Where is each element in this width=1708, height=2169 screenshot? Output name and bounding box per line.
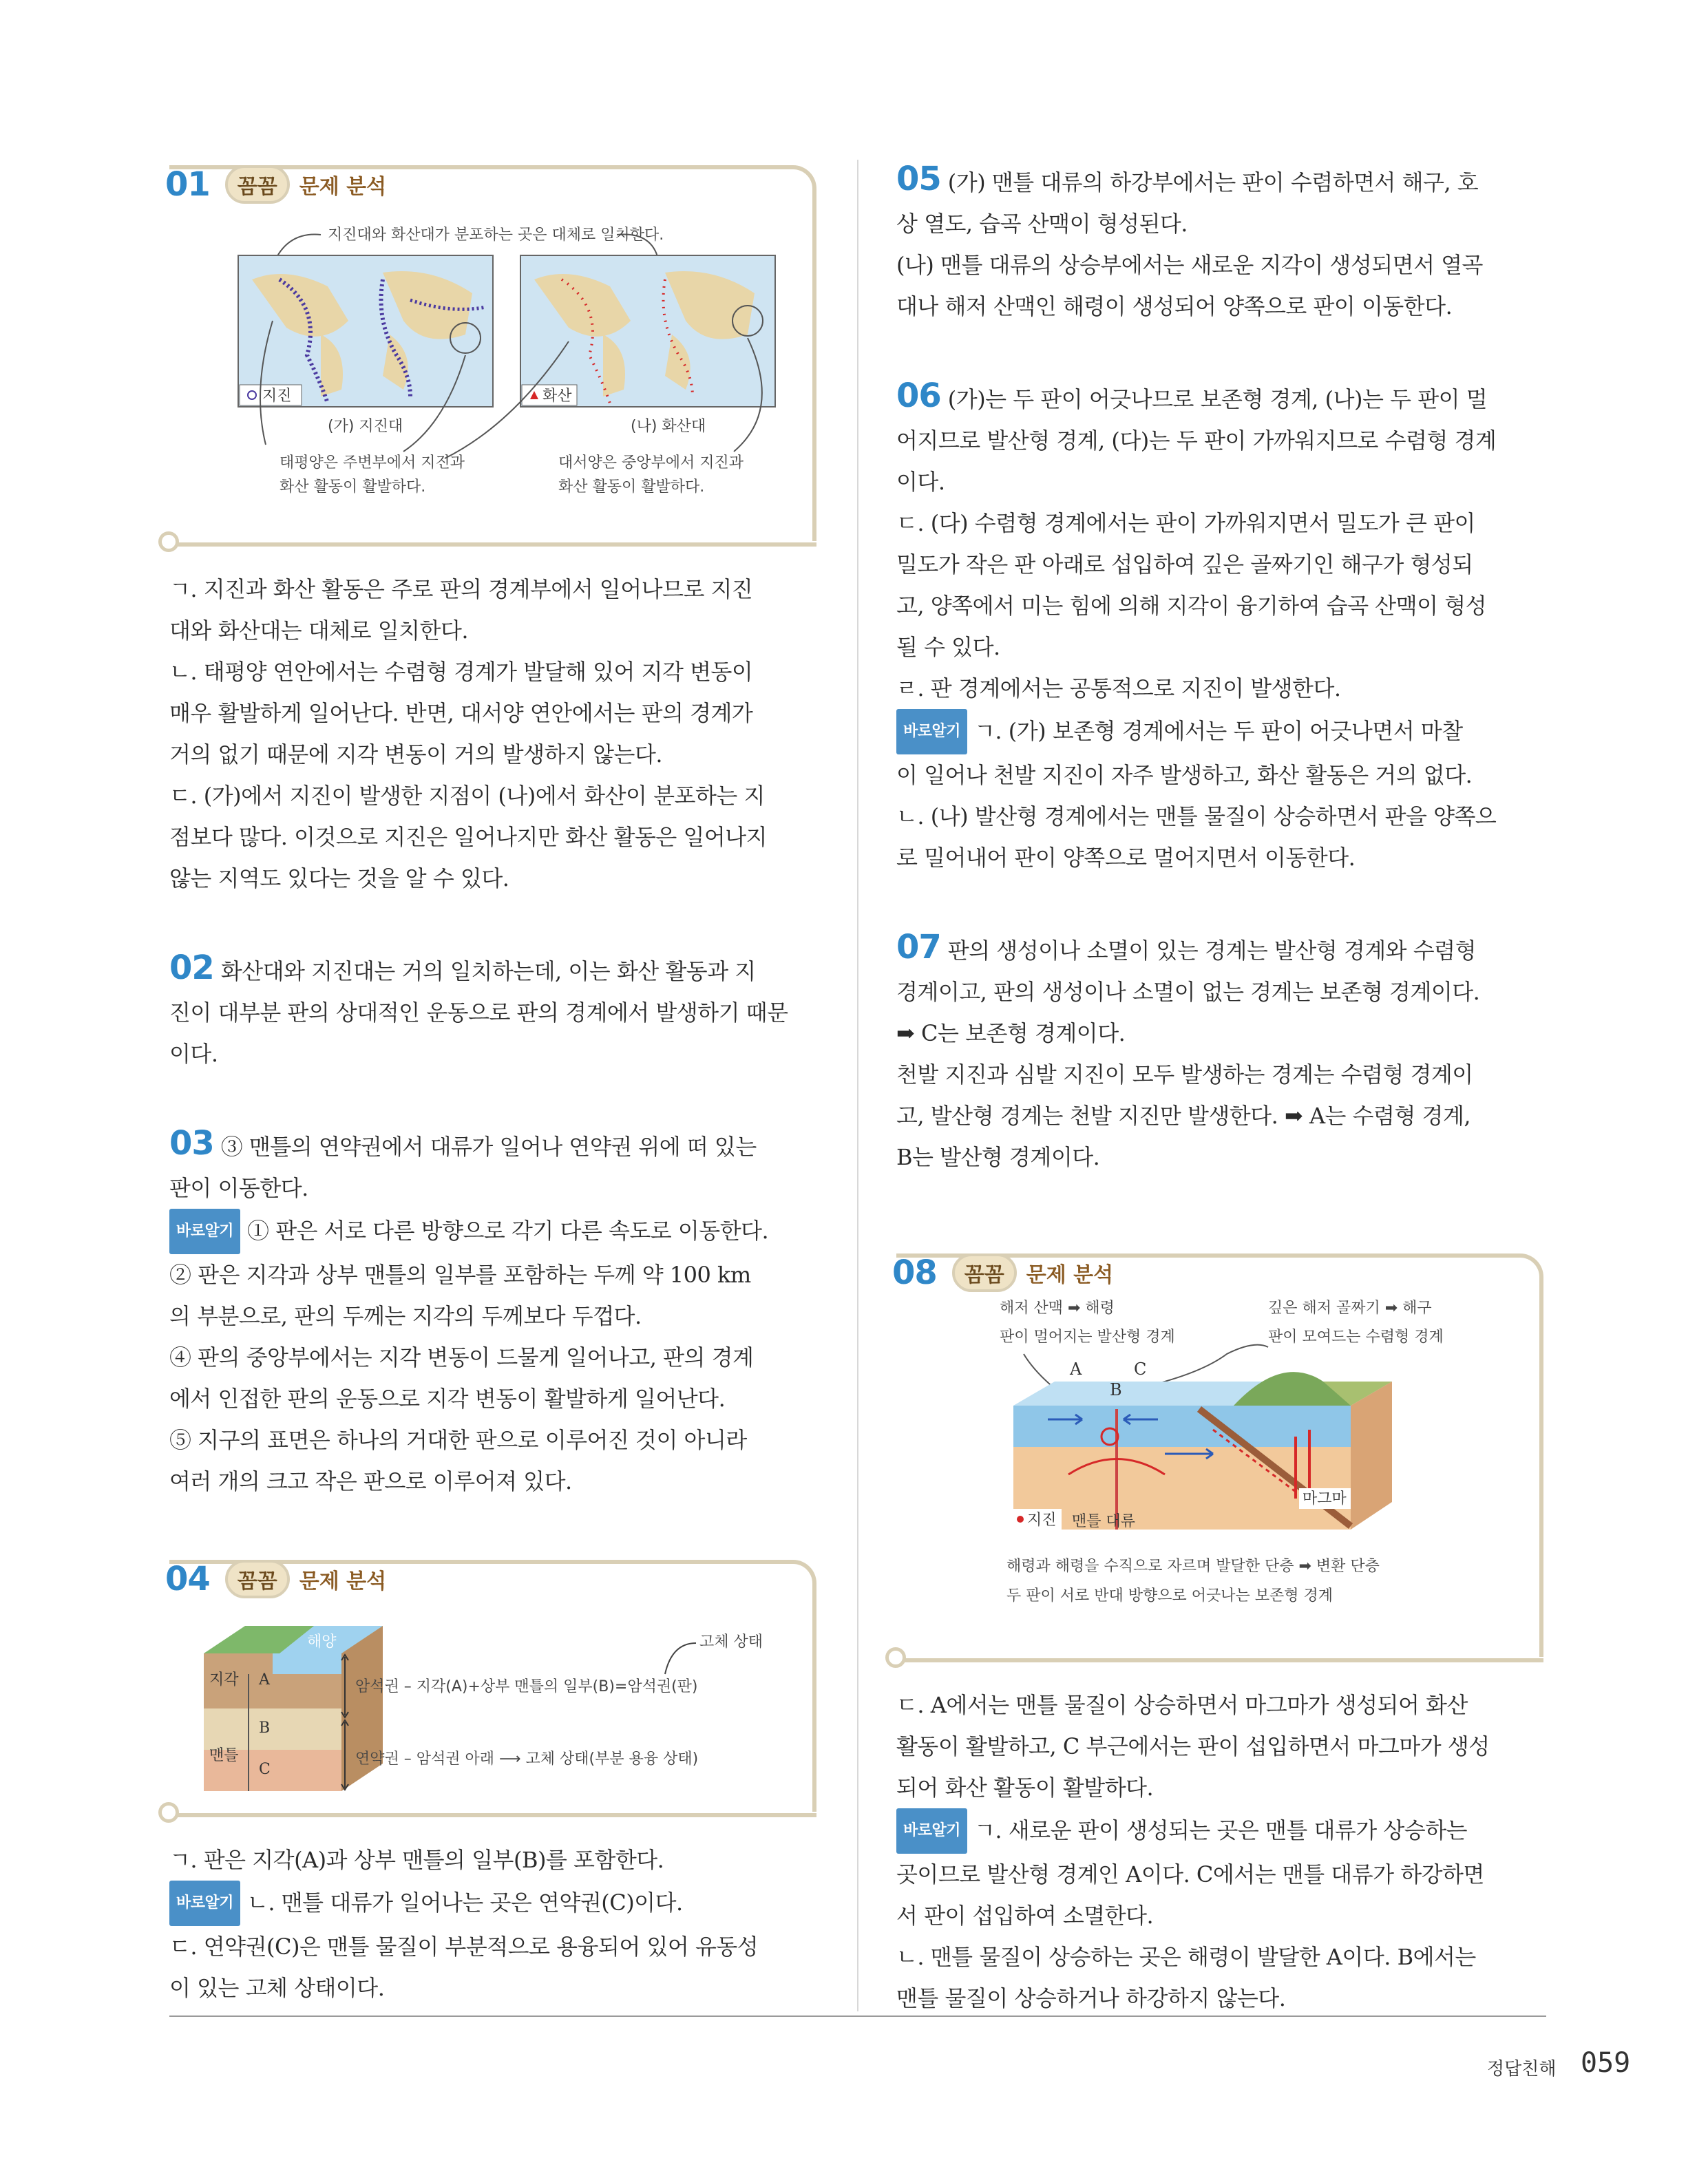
q01-line: ㄱ. 지진과 화산 활동은 주로 판의 경계부에서 일어나므로 지진 <box>169 576 753 602</box>
q08-label-a: A <box>1070 1359 1082 1379</box>
q01-maps-figure <box>183 218 803 541</box>
q08-line: ㄷ. A에서는 맨틀 물질이 상승하면서 마그마가 생성되어 화산 <box>896 1692 1468 1718</box>
q04-answer <box>169 1839 816 2009</box>
q07-line: B는 발산형 경계이다. <box>896 1144 1100 1170</box>
q01-analysis-label: 문제 분석 <box>299 175 387 199</box>
q01-note-left-2: 화산 활동이 활발하다. <box>280 478 426 496</box>
q03-number: 03 <box>169 1124 214 1163</box>
q07-line: 판의 생성이나 소멸이 있는 경계는 발산형 경계와 수렴형 <box>947 938 1476 964</box>
q04-line: 이 있는 고체 상태이다. <box>169 1975 385 2001</box>
q03-line: 에서 인접한 판의 운동으로 지각 변동이 활발하게 일어난다. <box>169 1386 726 1412</box>
q04-header <box>165 1560 387 1598</box>
q04-badge: 꼼꼼 <box>225 1560 290 1598</box>
q06-line: 로 밀어내어 판이 양쪽으로 멀어지면서 이동한다. <box>896 845 1356 871</box>
q04-solid-state: 고체 상태 <box>699 1633 763 1651</box>
q03-answer <box>169 1123 816 1502</box>
q04-label-a: A <box>259 1671 270 1689</box>
q05-number: 05 <box>896 160 941 198</box>
q08-line: ㄴ. 맨틀 물질이 상승하는 곳은 해령이 발달한 A이다. B에서는 <box>896 1944 1476 1970</box>
q08-number: 08 <box>892 1253 937 1292</box>
q08-note-c2: 판이 모여드는 수렴형 경계 <box>1268 1329 1444 1346</box>
q07-line: 고, 발산형 경계는 천발 지진만 발생한다. ➡ A는 수렴형 경계, <box>896 1103 1471 1129</box>
q01-note-right-1: 대서양은 중앙부에서 지진과 <box>558 454 744 472</box>
q04-analysis-card <box>165 1560 816 1812</box>
q08-analysis-card <box>892 1253 1543 1657</box>
q01-legend-quake: 지진 <box>262 388 292 405</box>
q06-answer <box>896 375 1543 878</box>
q08-label-b: B <box>1110 1380 1122 1399</box>
q08-header <box>892 1253 1114 1292</box>
q06-line: ㄴ. (나) 발산형 경계에서는 맨틀 물질이 상승하면서 판을 양쪽으 <box>896 803 1497 829</box>
q07-line: ➡ C는 보존형 경계이다. <box>896 1020 1126 1046</box>
q01-map-b-caption: (나) 화산대 <box>631 418 706 435</box>
footer-label: 정답친해 <box>1487 2059 1557 2080</box>
q01-line: 매우 활발하게 일어난다. 반면, 대서양 연안에서는 판의 경계가 <box>169 700 753 726</box>
q04-baroalgi-tag: 바로알기 <box>169 1881 240 1926</box>
q08-label-mantle-convection: 맨틀 대류 <box>1072 1513 1136 1530</box>
q08-analysis-label: 문제 분석 <box>1026 1263 1114 1287</box>
card-corner-dot <box>158 531 179 552</box>
q05-line: 대나 해저 산맥인 해령이 생성되어 양쪽으로 판이 이동한다. <box>896 293 1453 319</box>
q03-line: ② 판은 지각과 상부 맨틀의 일부를 포함하는 두께 약 100 km <box>169 1262 751 1288</box>
q08-plate-boundary-figure <box>910 1292 1543 1650</box>
q03-line: ⑤ 지구의 표면은 하나의 거대한 판으로 이루어진 것이 아니라 <box>169 1427 747 1453</box>
q01-analysis-card <box>165 165 816 541</box>
card-bottom-line <box>172 542 816 547</box>
q03-line: 의 부분으로, 판의 두께는 지각의 두께보다 두껍다. <box>169 1303 642 1329</box>
q04-tag-text: ㄴ. 맨틀 대류가 일어나는 곳은 연약권(C)이다. <box>247 1890 683 1916</box>
q08-note-c1: 깊은 해저 골짜기 ➡ 해구 <box>1268 1300 1432 1317</box>
card-corner-dot <box>158 1802 179 1823</box>
column-divider <box>857 160 858 2011</box>
right-column <box>892 158 1543 2057</box>
q01-line: 점보다 많다. 이것으로 지진은 일어나지만 화산 활동은 일어나지 <box>169 824 768 850</box>
q06-line: 이다. <box>896 469 945 495</box>
q08-line: 맨틀 물질이 상승하거나 하강하지 않는다. <box>896 1985 1286 2011</box>
q06-line: 고, 양쪽에서 미는 힘에 의해 지각이 융기하여 습곡 산맥이 형성 <box>896 593 1487 619</box>
q04-label-b: B <box>259 1720 271 1737</box>
q01-answer <box>169 569 816 899</box>
q03-baroalgi-tag: 바로알기 <box>169 1209 240 1254</box>
q01-badge: 꼼꼼 <box>225 165 290 204</box>
q04-analysis-label: 문제 분석 <box>299 1569 387 1594</box>
q01-line: ㄷ. (가)에서 지진이 발생한 지점이 (나)에서 화산이 분포하는 지 <box>169 783 765 809</box>
q06-line: 어지므로 발산형 경계, (다)는 두 판이 가까워지므로 수렴형 경계 <box>896 427 1497 454</box>
q03-line: 여러 개의 크고 작은 판으로 이루어져 있다. <box>169 1468 572 1494</box>
q01-line: ㄴ. 태평양 연안에서는 수렴형 경계가 발달해 있어 지각 변동이 <box>169 659 753 685</box>
q06-line: 밀도가 작은 판 아래로 섭입하여 깊은 골짜기인 해구가 형성되 <box>896 551 1473 578</box>
q08-line: 곳이므로 발산형 경계인 A이다. C에서는 맨틀 대류가 하강하면 <box>896 1861 1484 1887</box>
q05-line: 상 열도, 습곡 산맥이 형성된다. <box>896 211 1188 237</box>
q08-baroalgi-tag: 바로알기 <box>896 1808 967 1854</box>
q07-answer <box>896 927 1543 1178</box>
q08-note-b2: 두 판이 서로 반대 방향으로 어긋나는 보존형 경계 <box>1006 1587 1333 1605</box>
q03-line: 판이 이동한다. <box>169 1175 308 1201</box>
q06-line: ㄹ. 판 경계에서는 공통적으로 지진이 발생한다. <box>896 675 1341 701</box>
q05-line: (가) 맨틀 대류의 하강부에서는 판이 수렴하면서 해구, 호 <box>947 169 1479 195</box>
q07-line: 경계이고, 판의 생성이나 소멸이 없는 경계는 보존형 경계이다. <box>896 979 1480 1005</box>
q05-answer <box>896 158 1543 327</box>
q07-line: 천발 지진과 심발 지진이 모두 발생하는 경계는 수렴형 경계이 <box>896 1061 1473 1088</box>
q03-tag-text: ① 판은 서로 다른 방향으로 각기 다른 속도로 이동한다. <box>247 1218 769 1244</box>
bottom-rule <box>169 2015 1546 2017</box>
q04-label-ocean: 해양 <box>307 1633 337 1651</box>
q08-label-magma: 마그마 <box>1303 1490 1347 1507</box>
q08-label-quake: 지진 <box>1027 1512 1057 1529</box>
q06-line: (가)는 두 판이 어긋나므로 보존형 경계, (나)는 두 판이 멀 <box>947 386 1488 412</box>
q02-number: 02 <box>169 949 214 987</box>
q02-line: 화산대와 지진대는 거의 일치하는데, 이는 화산 활동과 지 <box>220 958 756 984</box>
q08-line: 활동이 활발하고, C 부근에서는 판이 섭입하면서 마그마가 생성 <box>896 1733 1490 1759</box>
card-corner-dot <box>885 1647 906 1668</box>
q08-badge: 꼼꼼 <box>952 1253 1017 1292</box>
q08-note-b1: 해령과 해령을 수직으로 자르며 발달한 단층 ➡ 변환 단층 <box>1006 1558 1380 1575</box>
q01-map-a-caption: (가) 지진대 <box>328 418 403 435</box>
q06-tag-text: ㄱ. (가) 보존형 경계에서는 두 판이 어긋나면서 마찰 <box>974 718 1463 744</box>
q06-number: 06 <box>896 377 941 415</box>
q06-line: ㄷ. (다) 수렴형 경계에서는 판이 가까워지면서 밀도가 큰 판이 <box>896 510 1475 536</box>
q04-line: ㄱ. 판은 지각(A)과 상부 맨틀의 일부(B)를 포함한다. <box>169 1847 664 1873</box>
q01-line: 거의 없기 때문에 지각 변동이 거의 발생하지 않는다. <box>169 741 663 768</box>
q08-note-a1: 해저 산맥 ➡ 해령 <box>1000 1300 1115 1317</box>
card-bottom-line <box>172 1813 816 1817</box>
q02-line: 이다. <box>169 1041 218 1067</box>
q04-label-c: C <box>259 1761 271 1778</box>
q04-earth-structure-figure <box>190 1605 810 1812</box>
q04-label-crust: 지각 <box>209 1671 239 1689</box>
q01-line: 대와 화산대는 대체로 일치한다. <box>169 617 469 644</box>
q05-line: (나) 맨틀 대류의 상승부에서는 새로운 지각이 생성되면서 열곡 <box>896 252 1483 278</box>
q08-label-c: C <box>1134 1359 1147 1379</box>
q01-note-left-1: 태평양은 주변부에서 지진과 <box>280 454 465 472</box>
q04-line: ㄷ. 연약권(C)은 맨틀 물질이 부분적으로 용융되어 있어 유동성 <box>169 1934 759 1960</box>
q04-label-mantle: 맨틀 <box>209 1747 239 1764</box>
q06-baroalgi-tag: 바로알기 <box>896 709 967 754</box>
q07-number: 07 <box>896 928 941 966</box>
q01-number: 01 <box>165 165 210 204</box>
q01-legend-volcano: 화산 <box>542 388 572 405</box>
q06-line: 이 일어나 천발 지진이 자주 발생하고, 화산 활동은 거의 없다. <box>896 762 1473 788</box>
page-number: 059 <box>1581 2047 1631 2079</box>
q06-line: 될 수 있다. <box>896 634 1000 660</box>
q02-answer <box>169 947 816 1075</box>
left-column <box>165 158 816 2047</box>
q04-lithosphere-note: 암석권 – 지각(A)+상부 맨틀의 일부(B)=암석권(판) <box>355 1678 698 1695</box>
q03-line: ④ 판의 중앙부에서는 지각 변동이 드물게 일어나고, 판의 경계 <box>169 1344 754 1371</box>
q04-asthenosphere-note: 연약권 – 암석권 아래 ⟶ 고체 상태(부분 용융 상태) <box>355 1750 699 1768</box>
q08-answer <box>896 1684 1543 2019</box>
q03-line: ③ 맨틀의 연약권에서 대류가 일어나 연약권 위에 떠 있는 <box>220 1134 757 1160</box>
q08-note-a2: 판이 멀어지는 발산형 경계 <box>1000 1329 1175 1346</box>
q01-note-top: 지진대와 화산대가 분포하는 곳은 대체로 일치한다. <box>328 226 664 244</box>
q04-number: 04 <box>165 1560 210 1598</box>
q01-note-right-2: 화산 활동이 활발하다. <box>558 478 705 496</box>
q01-line: 않는 지역도 있다는 것을 알 수 있다. <box>169 865 509 891</box>
q08-tag-text: ㄱ. 새로운 판이 생성되는 곳은 맨틀 대류가 상승하는 <box>974 1817 1468 1843</box>
card-bottom-line <box>899 1658 1543 1662</box>
q08-line: 되어 화산 활동이 활발하다. <box>896 1775 1154 1801</box>
q01-header <box>165 165 387 204</box>
q08-line: 서 판이 섭입하여 소멸한다. <box>896 1903 1154 1929</box>
q02-line: 진이 대부분 판의 상대적인 운동으로 판의 경계에서 발생하기 때문 <box>169 999 788 1026</box>
